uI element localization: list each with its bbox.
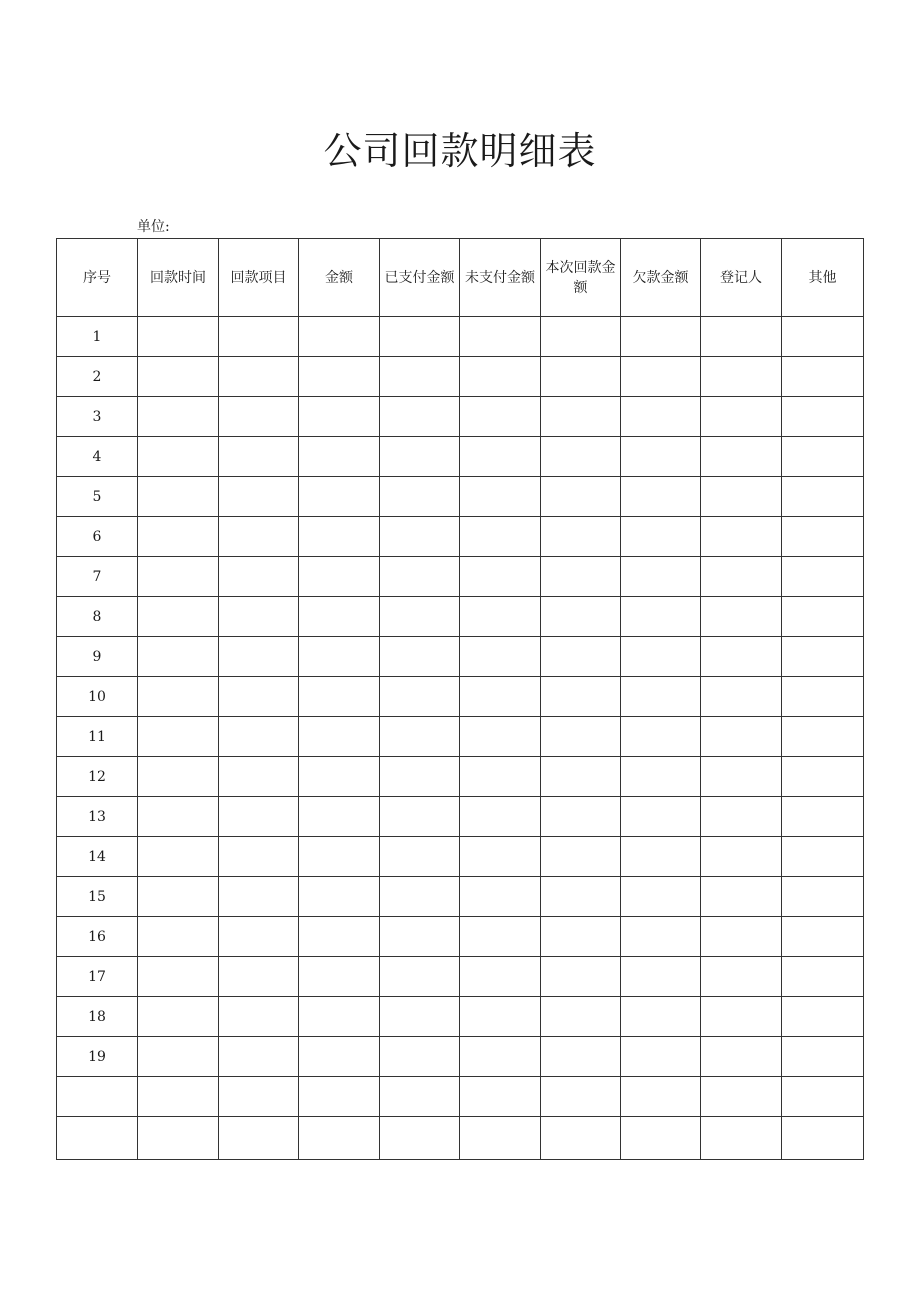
table-cell <box>460 517 541 557</box>
table-cell <box>219 837 299 877</box>
column-header: 序号 <box>57 239 138 317</box>
table-cell <box>701 677 782 717</box>
row-number-cell: 11 <box>57 717 138 757</box>
table-cell <box>541 797 621 837</box>
table-cell <box>219 477 299 517</box>
table-cell <box>782 357 864 397</box>
table-cell <box>460 997 541 1037</box>
table-cell <box>380 837 460 877</box>
table-cell <box>299 517 380 557</box>
table-cell <box>299 637 380 677</box>
table-row <box>57 837 864 877</box>
table-row <box>57 597 864 637</box>
table-row <box>57 557 864 597</box>
table-row <box>57 357 864 397</box>
table-row <box>57 317 864 357</box>
table-row <box>57 877 864 917</box>
table-cell <box>138 837 219 877</box>
table-cell <box>782 1037 864 1077</box>
table-cell <box>219 997 299 1037</box>
table-cell <box>782 397 864 437</box>
table-cell <box>621 397 701 437</box>
table-cell <box>219 557 299 597</box>
table-cell <box>299 677 380 717</box>
table-row <box>57 757 864 797</box>
table-cell <box>219 517 299 557</box>
table-cell <box>219 957 299 997</box>
table-cell <box>380 797 460 837</box>
table-cell <box>138 557 219 597</box>
document-title: 公司回款明细表 <box>323 129 597 173</box>
table-cell <box>541 317 621 357</box>
table-cell <box>299 997 380 1037</box>
table-cell <box>621 1037 701 1077</box>
table-cell <box>460 437 541 477</box>
row-number-cell <box>57 1117 138 1160</box>
table-cell <box>782 757 864 797</box>
table-cell <box>380 997 460 1037</box>
table-cell <box>138 877 219 917</box>
table-row <box>57 397 864 437</box>
table-cell <box>460 397 541 437</box>
table-cell <box>138 957 219 997</box>
table-cell <box>138 637 219 677</box>
table-cell <box>460 837 541 877</box>
table-cell <box>541 1117 621 1160</box>
table-row <box>57 957 864 997</box>
table-cell <box>299 717 380 757</box>
table-cell <box>621 677 701 717</box>
table-cell <box>138 517 219 557</box>
table-cell <box>541 597 621 637</box>
table-cell <box>380 437 460 477</box>
table-cell <box>380 717 460 757</box>
row-number-cell: 1 <box>57 317 138 357</box>
table-cell <box>701 597 782 637</box>
table-cell <box>621 797 701 837</box>
column-header: 已支付金额 <box>380 239 460 317</box>
table-cell <box>782 517 864 557</box>
table-cell <box>782 717 864 757</box>
table-row <box>57 437 864 477</box>
table-cell <box>299 1077 380 1117</box>
column-header: 其他 <box>782 239 864 317</box>
payment-collection-table <box>56 238 864 1160</box>
column-header: 本次回款金额 <box>541 239 621 317</box>
table-cell <box>380 877 460 917</box>
table-cell <box>701 717 782 757</box>
table-cell <box>380 597 460 637</box>
table-cell <box>782 997 864 1037</box>
table-cell <box>138 1037 219 1077</box>
table-cell <box>299 357 380 397</box>
table-cell <box>701 557 782 597</box>
table-cell <box>138 717 219 757</box>
table-cell <box>621 957 701 997</box>
row-number-cell <box>57 1077 138 1117</box>
table-cell <box>380 757 460 797</box>
table-cell <box>299 757 380 797</box>
table-row <box>57 517 864 557</box>
table-cell <box>782 837 864 877</box>
table-cell <box>219 637 299 677</box>
table-cell <box>541 1077 621 1117</box>
table-cell <box>621 517 701 557</box>
table-cell <box>138 677 219 717</box>
table-cell <box>219 1077 299 1117</box>
table-cell <box>541 637 621 677</box>
table-row <box>57 1077 864 1117</box>
table-cell <box>701 997 782 1037</box>
table-row <box>57 1117 864 1160</box>
table-cell <box>701 517 782 557</box>
table-cell <box>299 1117 380 1160</box>
table-cell <box>219 317 299 357</box>
table-cell <box>380 1117 460 1160</box>
table-cell <box>219 1117 299 1160</box>
table-cell <box>460 597 541 637</box>
table-row <box>57 637 864 677</box>
table-cell <box>380 357 460 397</box>
table-cell <box>299 1037 380 1077</box>
table-row <box>57 677 864 717</box>
table-cell <box>541 1037 621 1077</box>
column-header: 金额 <box>299 239 380 317</box>
row-number-cell: 5 <box>57 477 138 517</box>
table-cell <box>541 997 621 1037</box>
row-number-cell: 19 <box>57 1037 138 1077</box>
table-cell <box>621 1117 701 1160</box>
table-cell <box>219 1037 299 1077</box>
table-cell <box>621 317 701 357</box>
table-header-row <box>57 239 864 317</box>
table-cell <box>541 677 621 717</box>
table-cell <box>460 477 541 517</box>
table-cell <box>460 317 541 357</box>
row-number-cell: 15 <box>57 877 138 917</box>
table-cell <box>701 837 782 877</box>
table-cell <box>621 357 701 397</box>
table-cell <box>138 917 219 957</box>
table-cell <box>380 397 460 437</box>
table-cell <box>138 437 219 477</box>
table-cell <box>380 637 460 677</box>
table-cell <box>541 477 621 517</box>
table-cell <box>701 637 782 677</box>
table-cell <box>701 1037 782 1077</box>
table-cell <box>460 757 541 797</box>
table-cell <box>460 797 541 837</box>
table-cell <box>541 557 621 597</box>
table-row <box>57 477 864 517</box>
table-cell <box>782 917 864 957</box>
table-cell <box>701 797 782 837</box>
table-cell <box>701 1117 782 1160</box>
row-number-cell: 4 <box>57 437 138 477</box>
table-cell <box>541 517 621 557</box>
row-number-cell: 6 <box>57 517 138 557</box>
column-header: 回款时间 <box>138 239 219 317</box>
table-cell <box>219 677 299 717</box>
table-cell <box>380 1037 460 1077</box>
table-cell <box>138 357 219 397</box>
column-header: 未支付金额 <box>460 239 541 317</box>
table-cell <box>701 437 782 477</box>
column-header: 登记人 <box>701 239 782 317</box>
table-cell <box>621 757 701 797</box>
column-header: 欠款金额 <box>621 239 701 317</box>
table-cell <box>701 357 782 397</box>
row-number-cell: 2 <box>57 357 138 397</box>
table-cell <box>541 357 621 397</box>
table-cell <box>782 597 864 637</box>
table-cell <box>138 1077 219 1117</box>
table-cell <box>138 797 219 837</box>
table-cell <box>219 757 299 797</box>
row-number-cell: 10 <box>57 677 138 717</box>
table-cell <box>460 677 541 717</box>
table-cell <box>621 997 701 1037</box>
table-cell <box>460 957 541 997</box>
table-cell <box>380 557 460 597</box>
table-cell <box>460 1117 541 1160</box>
table-cell <box>460 917 541 957</box>
table-cell <box>541 957 621 997</box>
table-cell <box>380 677 460 717</box>
table-cell <box>782 557 864 597</box>
row-number-cell: 8 <box>57 597 138 637</box>
table-cell <box>380 1077 460 1117</box>
table-cell <box>380 917 460 957</box>
table-cell <box>621 637 701 677</box>
table-cell <box>219 437 299 477</box>
table-cell <box>701 477 782 517</box>
table-cell <box>138 597 219 637</box>
table-cell <box>299 797 380 837</box>
table-cell <box>621 597 701 637</box>
table-cell <box>460 1077 541 1117</box>
table-cell <box>299 957 380 997</box>
table-cell <box>701 957 782 997</box>
table-cell <box>541 837 621 877</box>
row-number-cell: 17 <box>57 957 138 997</box>
table-cell <box>621 477 701 517</box>
table-cell <box>299 597 380 637</box>
table-cell <box>299 837 380 877</box>
table-cell <box>380 957 460 997</box>
table-cell <box>782 957 864 997</box>
row-number-cell: 13 <box>57 797 138 837</box>
table-cell <box>138 477 219 517</box>
table-row <box>57 997 864 1037</box>
table-cell <box>460 717 541 757</box>
table-row <box>57 717 864 757</box>
table-cell <box>782 797 864 837</box>
row-number-cell: 12 <box>57 757 138 797</box>
table-cell <box>782 477 864 517</box>
table-cell <box>541 437 621 477</box>
table-row <box>57 797 864 837</box>
table-cell <box>782 877 864 917</box>
table-cell <box>701 757 782 797</box>
table-cell <box>219 357 299 397</box>
row-number-cell: 9 <box>57 637 138 677</box>
table-cell <box>701 917 782 957</box>
table-cell <box>299 877 380 917</box>
table-cell <box>782 317 864 357</box>
table-cell <box>219 917 299 957</box>
row-number-cell: 18 <box>57 997 138 1037</box>
table-cell <box>701 1077 782 1117</box>
table-cell <box>380 517 460 557</box>
table-cell <box>460 877 541 917</box>
unit-label: 单位: <box>137 219 170 235</box>
row-number-cell: 3 <box>57 397 138 437</box>
table-cell <box>621 557 701 597</box>
table-cell <box>380 317 460 357</box>
table-cell <box>299 437 380 477</box>
table-row <box>57 917 864 957</box>
table-cell <box>138 397 219 437</box>
table-cell <box>299 917 380 957</box>
table-cell <box>782 1117 864 1160</box>
table-cell <box>701 877 782 917</box>
table-cell <box>299 557 380 597</box>
table-cell <box>299 317 380 357</box>
table-cell <box>621 877 701 917</box>
table-cell <box>299 477 380 517</box>
table-cell <box>782 637 864 677</box>
table-cell <box>621 717 701 757</box>
table-cell <box>782 437 864 477</box>
table-cell <box>460 557 541 597</box>
table-cell <box>138 757 219 797</box>
table-cell <box>460 637 541 677</box>
table-cell <box>219 597 299 637</box>
table-cell <box>541 717 621 757</box>
table-cell <box>541 917 621 957</box>
table-cell <box>541 877 621 917</box>
table-cell <box>380 477 460 517</box>
table-cell <box>621 917 701 957</box>
table-cell <box>541 397 621 437</box>
table-cell <box>701 397 782 437</box>
table-cell <box>219 797 299 837</box>
column-header: 回款项目 <box>219 239 299 317</box>
table-cell <box>782 677 864 717</box>
table-cell <box>621 837 701 877</box>
table-cell <box>219 397 299 437</box>
table-cell <box>541 757 621 797</box>
table-cell <box>219 877 299 917</box>
table-row <box>57 1037 864 1077</box>
table-cell <box>138 317 219 357</box>
table-cell <box>701 317 782 357</box>
table-cell <box>782 1077 864 1117</box>
table-cell <box>299 397 380 437</box>
table-cell <box>138 997 219 1037</box>
row-number-cell: 16 <box>57 917 138 957</box>
table-cell <box>621 1077 701 1117</box>
table-cell <box>219 717 299 757</box>
table-cell <box>460 357 541 397</box>
table-cell <box>460 1037 541 1077</box>
row-number-cell: 7 <box>57 557 138 597</box>
table-cell <box>621 437 701 477</box>
table-cell <box>138 1117 219 1160</box>
row-number-cell: 14 <box>57 837 138 877</box>
